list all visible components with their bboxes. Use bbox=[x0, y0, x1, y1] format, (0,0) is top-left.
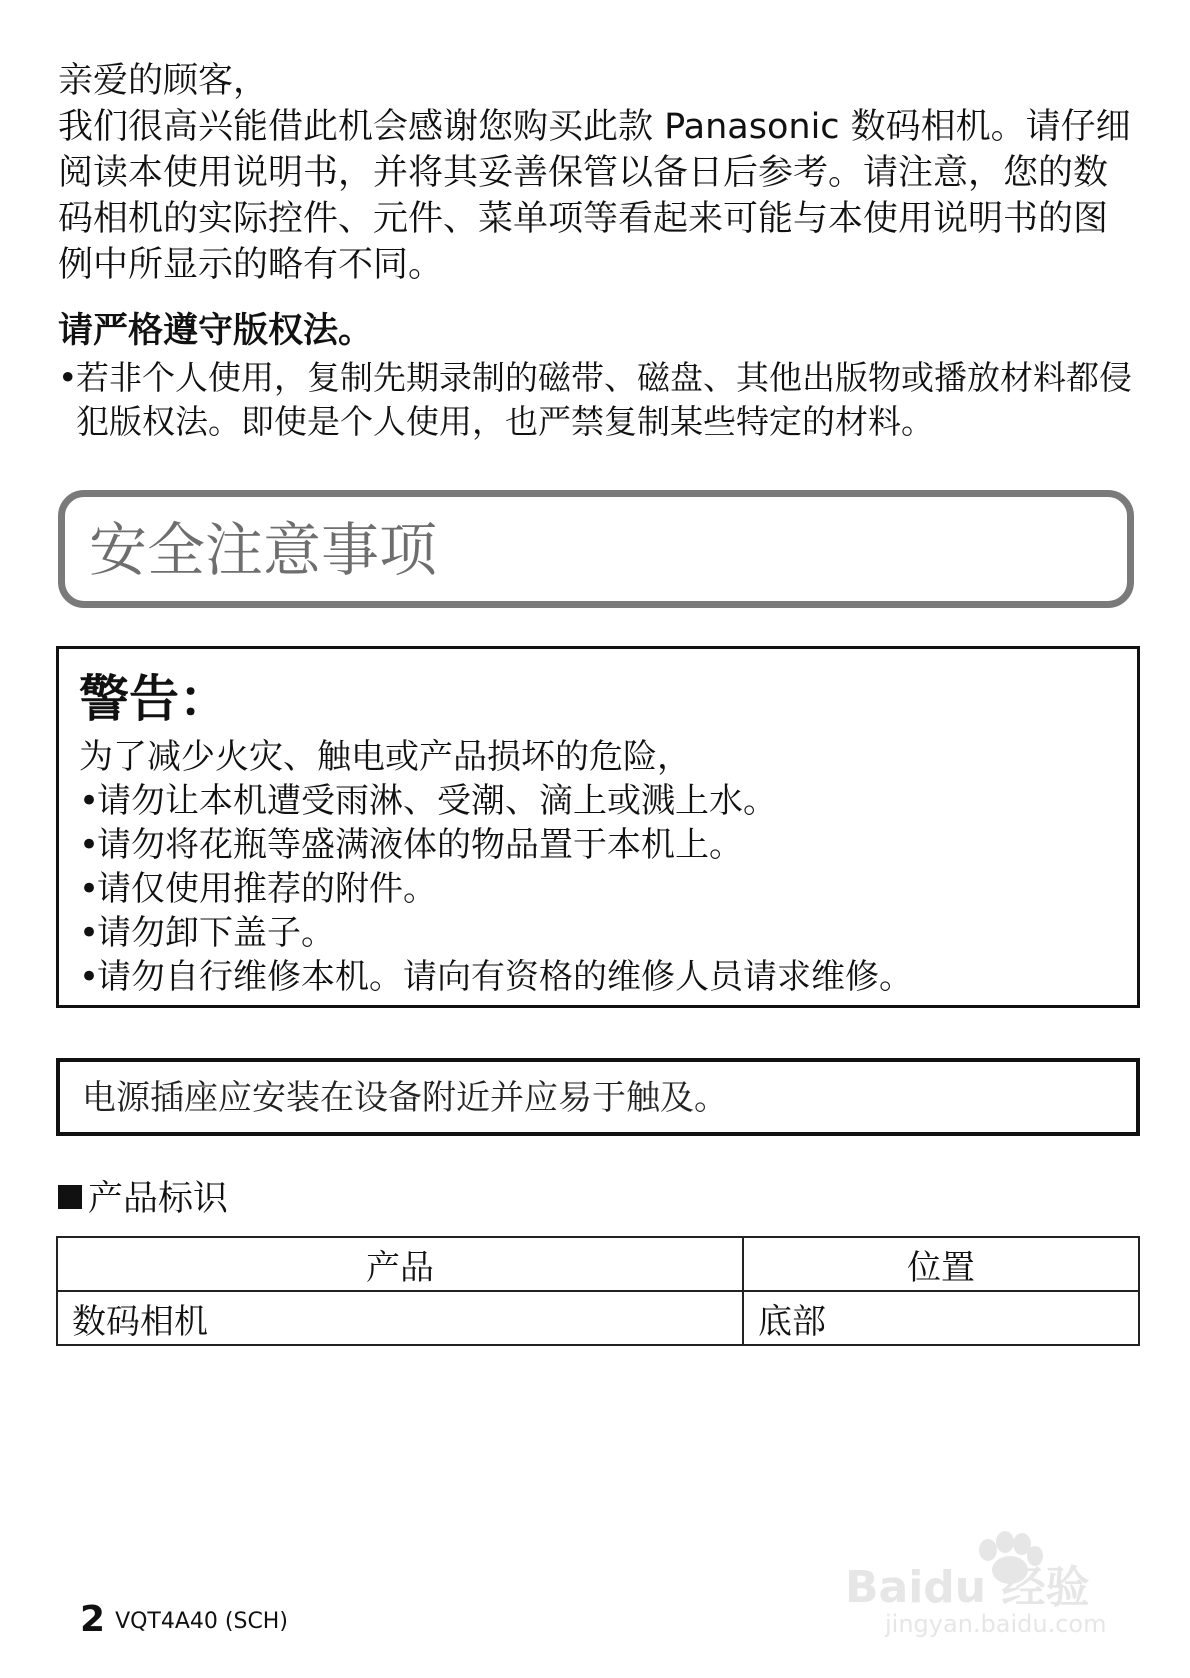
doc-code: VQT4A40 (SCH) bbox=[115, 1609, 288, 1634]
product-id-heading-text: 产品标识 bbox=[88, 1179, 229, 1219]
intro-paragraph: 我们很高兴能借此机会感谢您购买此款 Panasonic 数码相机。请仔细阅读本使用说明书，并将其妥善保管以备日后参考。请注意，您的数码相机的实际控件、元件、菜单项等看起来可能与本使用说明书的图例中所显示的略有不同。 bbox=[58, 107, 1131, 285]
safety-title-box bbox=[58, 490, 1134, 608]
page-number: 2 bbox=[80, 1599, 106, 1640]
product-id-heading bbox=[58, 1176, 228, 1222]
bullet: • bbox=[79, 781, 100, 821]
column-header-product: 产品 bbox=[57, 1237, 743, 1291]
cell-product: 数码相机 bbox=[57, 1291, 743, 1345]
greeting: 亲爱的顾客， bbox=[58, 61, 269, 101]
warning-item bbox=[79, 911, 913, 955]
outlet-notice: 电源插座应安装在设备附近并应易于触及。 bbox=[82, 1078, 728, 1118]
bullet: • bbox=[79, 825, 100, 865]
warning-item bbox=[79, 955, 913, 999]
safety-title: 安全注意事项 bbox=[89, 516, 438, 584]
outlet-notice-box bbox=[56, 1058, 1140, 1136]
warning-intro: 为了减少火灾、触电或产品损坏的危险， bbox=[79, 737, 691, 777]
bullet: • bbox=[79, 957, 100, 997]
baidu-watermark-icon bbox=[845, 1520, 1145, 1640]
warning-item bbox=[79, 823, 913, 867]
warning-item-text: 请勿让本机遭受雨淋、受潮、滴上或溅上水。 bbox=[97, 781, 777, 821]
watermark-url: jingyan.baidu.com bbox=[885, 1610, 1107, 1638]
bullet: • bbox=[58, 358, 78, 397]
copyright-text: 若非个人使用，复制先期录制的磁带、磁盘、其他出版物或播放材料都侵犯版权法。即使是个人使用，也严禁复制某些特定的材料。 bbox=[76, 358, 1132, 441]
warning-item-text: 请勿将花瓶等盛满液体的物品置于本机上。 bbox=[97, 825, 743, 865]
warning-item-text: 请勿卸下盖子。 bbox=[97, 913, 335, 953]
bullet: • bbox=[79, 869, 100, 909]
warning-item-text: 请勿自行维修本机。请向有资格的维修人员请求维修。 bbox=[97, 957, 913, 997]
copyright-heading: 请严格遵守版权法。 bbox=[58, 311, 374, 351]
page-footer bbox=[80, 1600, 288, 1642]
table-row bbox=[57, 1291, 1139, 1345]
product-id-table bbox=[56, 1236, 1140, 1346]
warning-box bbox=[56, 646, 1140, 1008]
copyright-notice bbox=[58, 356, 1138, 444]
warning-title: 警告： bbox=[79, 669, 229, 728]
column-header-location: 位置 bbox=[743, 1237, 1139, 1291]
watermark-logo: Baidu 经验 bbox=[845, 1562, 1090, 1613]
warning-item-text: 请仅使用推荐的附件。 bbox=[97, 869, 437, 909]
warning-item bbox=[79, 867, 913, 911]
square-bullet-icon bbox=[58, 1185, 82, 1209]
table-header-row bbox=[57, 1237, 1139, 1291]
warning-item bbox=[79, 779, 913, 823]
warning-list bbox=[79, 779, 913, 999]
bullet: • bbox=[79, 913, 100, 953]
cell-location: 底部 bbox=[743, 1291, 1139, 1345]
